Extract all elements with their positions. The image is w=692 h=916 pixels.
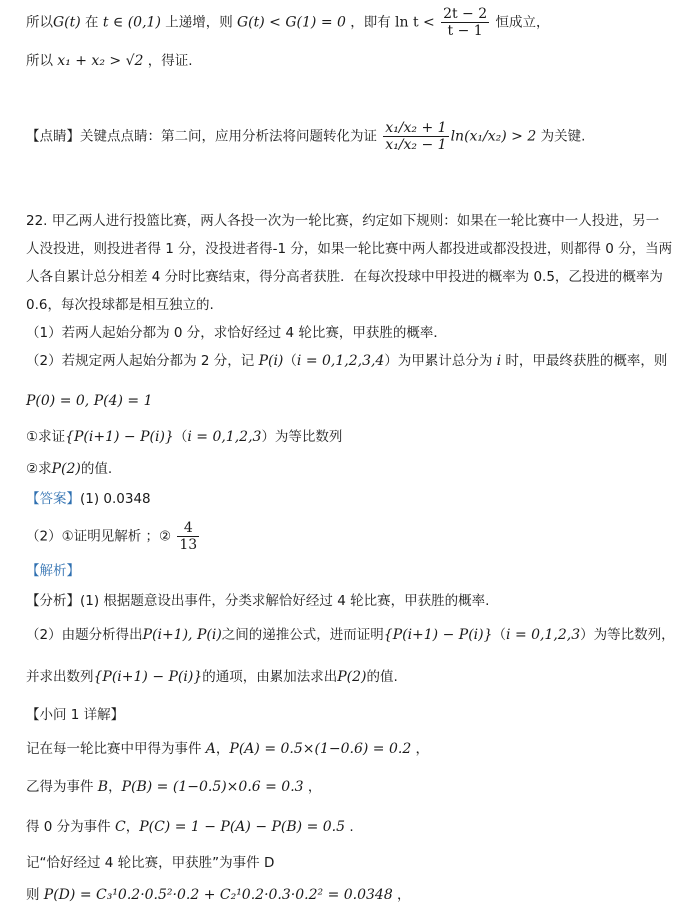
text: ，得证. bbox=[143, 53, 193, 69]
sub-question-2 bbox=[26, 460, 112, 478]
text: 记在每一轮比赛中甲得为事件 bbox=[26, 741, 206, 757]
math: G(t) bbox=[53, 14, 81, 31]
text: 上递增，则 bbox=[160, 14, 237, 31]
solution-step-3 bbox=[26, 818, 354, 836]
math: {P(i+1) − P(i)} bbox=[93, 669, 203, 685]
text: ）为甲累计总分为 bbox=[384, 353, 497, 369]
math: {P(i+1) − P(i)} bbox=[65, 429, 174, 445]
text: ②求 bbox=[26, 461, 52, 477]
text: ， bbox=[392, 887, 411, 903]
text: （ bbox=[173, 429, 188, 445]
math: i bbox=[496, 353, 502, 369]
answer-part-1: (1) 0.0348 bbox=[80, 491, 151, 507]
math: P(D) = C₃¹0.2·0.5²·0.2 + C₂¹0.2·0.3·0.2² = 0.0348 bbox=[43, 887, 393, 903]
analysis-sub-label: 【分析】 bbox=[26, 593, 80, 609]
math: G(t) < G(1) = 0 bbox=[237, 14, 346, 31]
solution-step-1 bbox=[26, 740, 429, 758]
math: x₁ + x₂ > √2 bbox=[57, 53, 144, 69]
text: ， bbox=[108, 779, 122, 795]
question-part-2 bbox=[26, 352, 667, 370]
text: 关键点点睛：第二问，应用分析法将问题转化为证 bbox=[80, 128, 377, 145]
fraction bbox=[177, 520, 199, 553]
text: （ bbox=[492, 627, 507, 643]
fraction-numerator: 4 bbox=[177, 520, 199, 537]
math: {P(i+1) − P(i)} bbox=[383, 627, 493, 643]
math: i = 0,1,2,3,4 bbox=[296, 353, 385, 369]
text: 为关键. bbox=[536, 128, 586, 145]
text: （ bbox=[283, 353, 297, 369]
text: 之间的递推公式，进而证明 bbox=[221, 627, 384, 643]
text: ， bbox=[303, 779, 322, 795]
text: ）为等比数列， bbox=[580, 627, 675, 643]
solution-step-5 bbox=[26, 886, 411, 904]
text: ）为等比数列 bbox=[261, 429, 343, 445]
solution-step-4: 记“恰好经过 4 轮比赛，甲获胜”为事件 D bbox=[26, 855, 275, 871]
math: t ∈ (0,1) bbox=[102, 14, 161, 31]
fraction-numerator: 2t − 2 bbox=[443, 6, 488, 22]
math: P(2) bbox=[51, 461, 81, 477]
fraction-numerator: x₁/x₂ + 1 bbox=[385, 120, 447, 136]
text: 则 bbox=[26, 887, 44, 903]
math: A bbox=[205, 741, 216, 757]
text: 并求出数列 bbox=[26, 669, 94, 685]
math: P(i) bbox=[258, 353, 284, 369]
fraction-denominator: t − 1 bbox=[447, 23, 483, 39]
sub-question-1 bbox=[26, 428, 342, 446]
text: (1) 根据题意设出事件，分类求解恰好经过 4 轮比赛，甲获胜的概率. bbox=[80, 593, 490, 609]
text: 所以 bbox=[26, 53, 58, 69]
text: 恒成立， bbox=[491, 14, 550, 31]
text: 的值. bbox=[366, 669, 398, 685]
math: i = 0,1,2,3 bbox=[187, 429, 262, 445]
text: 的通项，由累加法求出 bbox=[202, 669, 338, 685]
answer-line bbox=[26, 490, 151, 508]
text: ， bbox=[411, 741, 430, 757]
subquestion-detail-label: 【小问 1 详解】 bbox=[26, 707, 125, 723]
text: 的值. bbox=[80, 461, 113, 477]
text: 乙得为事件 bbox=[26, 779, 98, 795]
question-text: 0.6，每次投球都是相互独立的. bbox=[26, 297, 214, 313]
math: P(A) = 0.5×(1−0.6) = 0.2 bbox=[229, 741, 412, 757]
text: 时，甲最终获胜的概率，则 bbox=[501, 353, 668, 369]
answer-label: 【答案】 bbox=[26, 491, 80, 507]
text: ，即有 bbox=[345, 14, 396, 31]
math: B bbox=[97, 779, 109, 795]
fraction bbox=[441, 6, 489, 39]
solution-step-2 bbox=[26, 778, 321, 796]
math: P(C) = 1 − P(A) − P(B) = 0.5 bbox=[139, 819, 346, 835]
fraction-denominator: 13 bbox=[179, 537, 198, 553]
answer-line-2 bbox=[26, 520, 201, 553]
math: P(B) = (1−0.5)×0.6 = 0.3 bbox=[121, 779, 304, 795]
text: ， bbox=[125, 819, 140, 835]
text: （2）①证明见解析 ；② bbox=[26, 528, 172, 545]
analysis-line-2 bbox=[26, 626, 675, 644]
text: 在 bbox=[80, 14, 103, 31]
key-point-label: 【点睛】 bbox=[26, 128, 80, 145]
text: 得 0 分为事件 bbox=[26, 819, 115, 835]
proof-conclusion bbox=[26, 52, 193, 70]
text: （2）若规定两人起始分都为 2 分，记 bbox=[26, 353, 259, 369]
analysis-line-1 bbox=[26, 592, 489, 610]
text: ， bbox=[215, 741, 230, 757]
text: （2）由题分析得出 bbox=[26, 627, 143, 643]
math: P(i+1), P(i) bbox=[142, 627, 222, 643]
question-part-1: （1）若两人起始分都为 0 分，求恰好经过 4 轮比赛，甲获胜的概率． bbox=[26, 325, 447, 341]
math: ln(x₁/x₂) > 2 bbox=[450, 128, 537, 145]
text: . bbox=[345, 819, 354, 835]
question-text: 人各自累计总分相差 4 分时比赛结束，得分高者获胜．在每次投球中甲投进的概率为 0.5，乙投进的概率为 bbox=[26, 269, 663, 285]
analysis-label: 【解析】 bbox=[26, 563, 80, 579]
question-text: 人没投进，则投进者得 1 分，没投进者得-1 分，如果一轮比赛中两人都投进或都没投进，则都得 0 分，当两 bbox=[26, 241, 673, 257]
math: i = 0,1,2,3 bbox=[506, 627, 581, 643]
analysis-line-3 bbox=[26, 668, 398, 686]
math: ln t < bbox=[395, 14, 435, 31]
text: 所以 bbox=[26, 14, 53, 31]
math: C bbox=[114, 819, 126, 835]
question-text: 22. 甲乙两人进行投篮比赛，两人各投一次为一轮比赛，约定如下规则：如果在一轮比赛中一人投进，另一 bbox=[26, 213, 660, 229]
fraction bbox=[383, 120, 448, 153]
proof-line-monotonic bbox=[26, 6, 549, 39]
math-condition: P(0) = 0, P(4) = 1 bbox=[26, 393, 153, 409]
text: ①求证 bbox=[26, 429, 66, 445]
math: P(2) bbox=[337, 669, 367, 685]
key-point-line bbox=[26, 120, 585, 153]
fraction-denominator: x₁/x₂ − 1 bbox=[385, 137, 447, 153]
